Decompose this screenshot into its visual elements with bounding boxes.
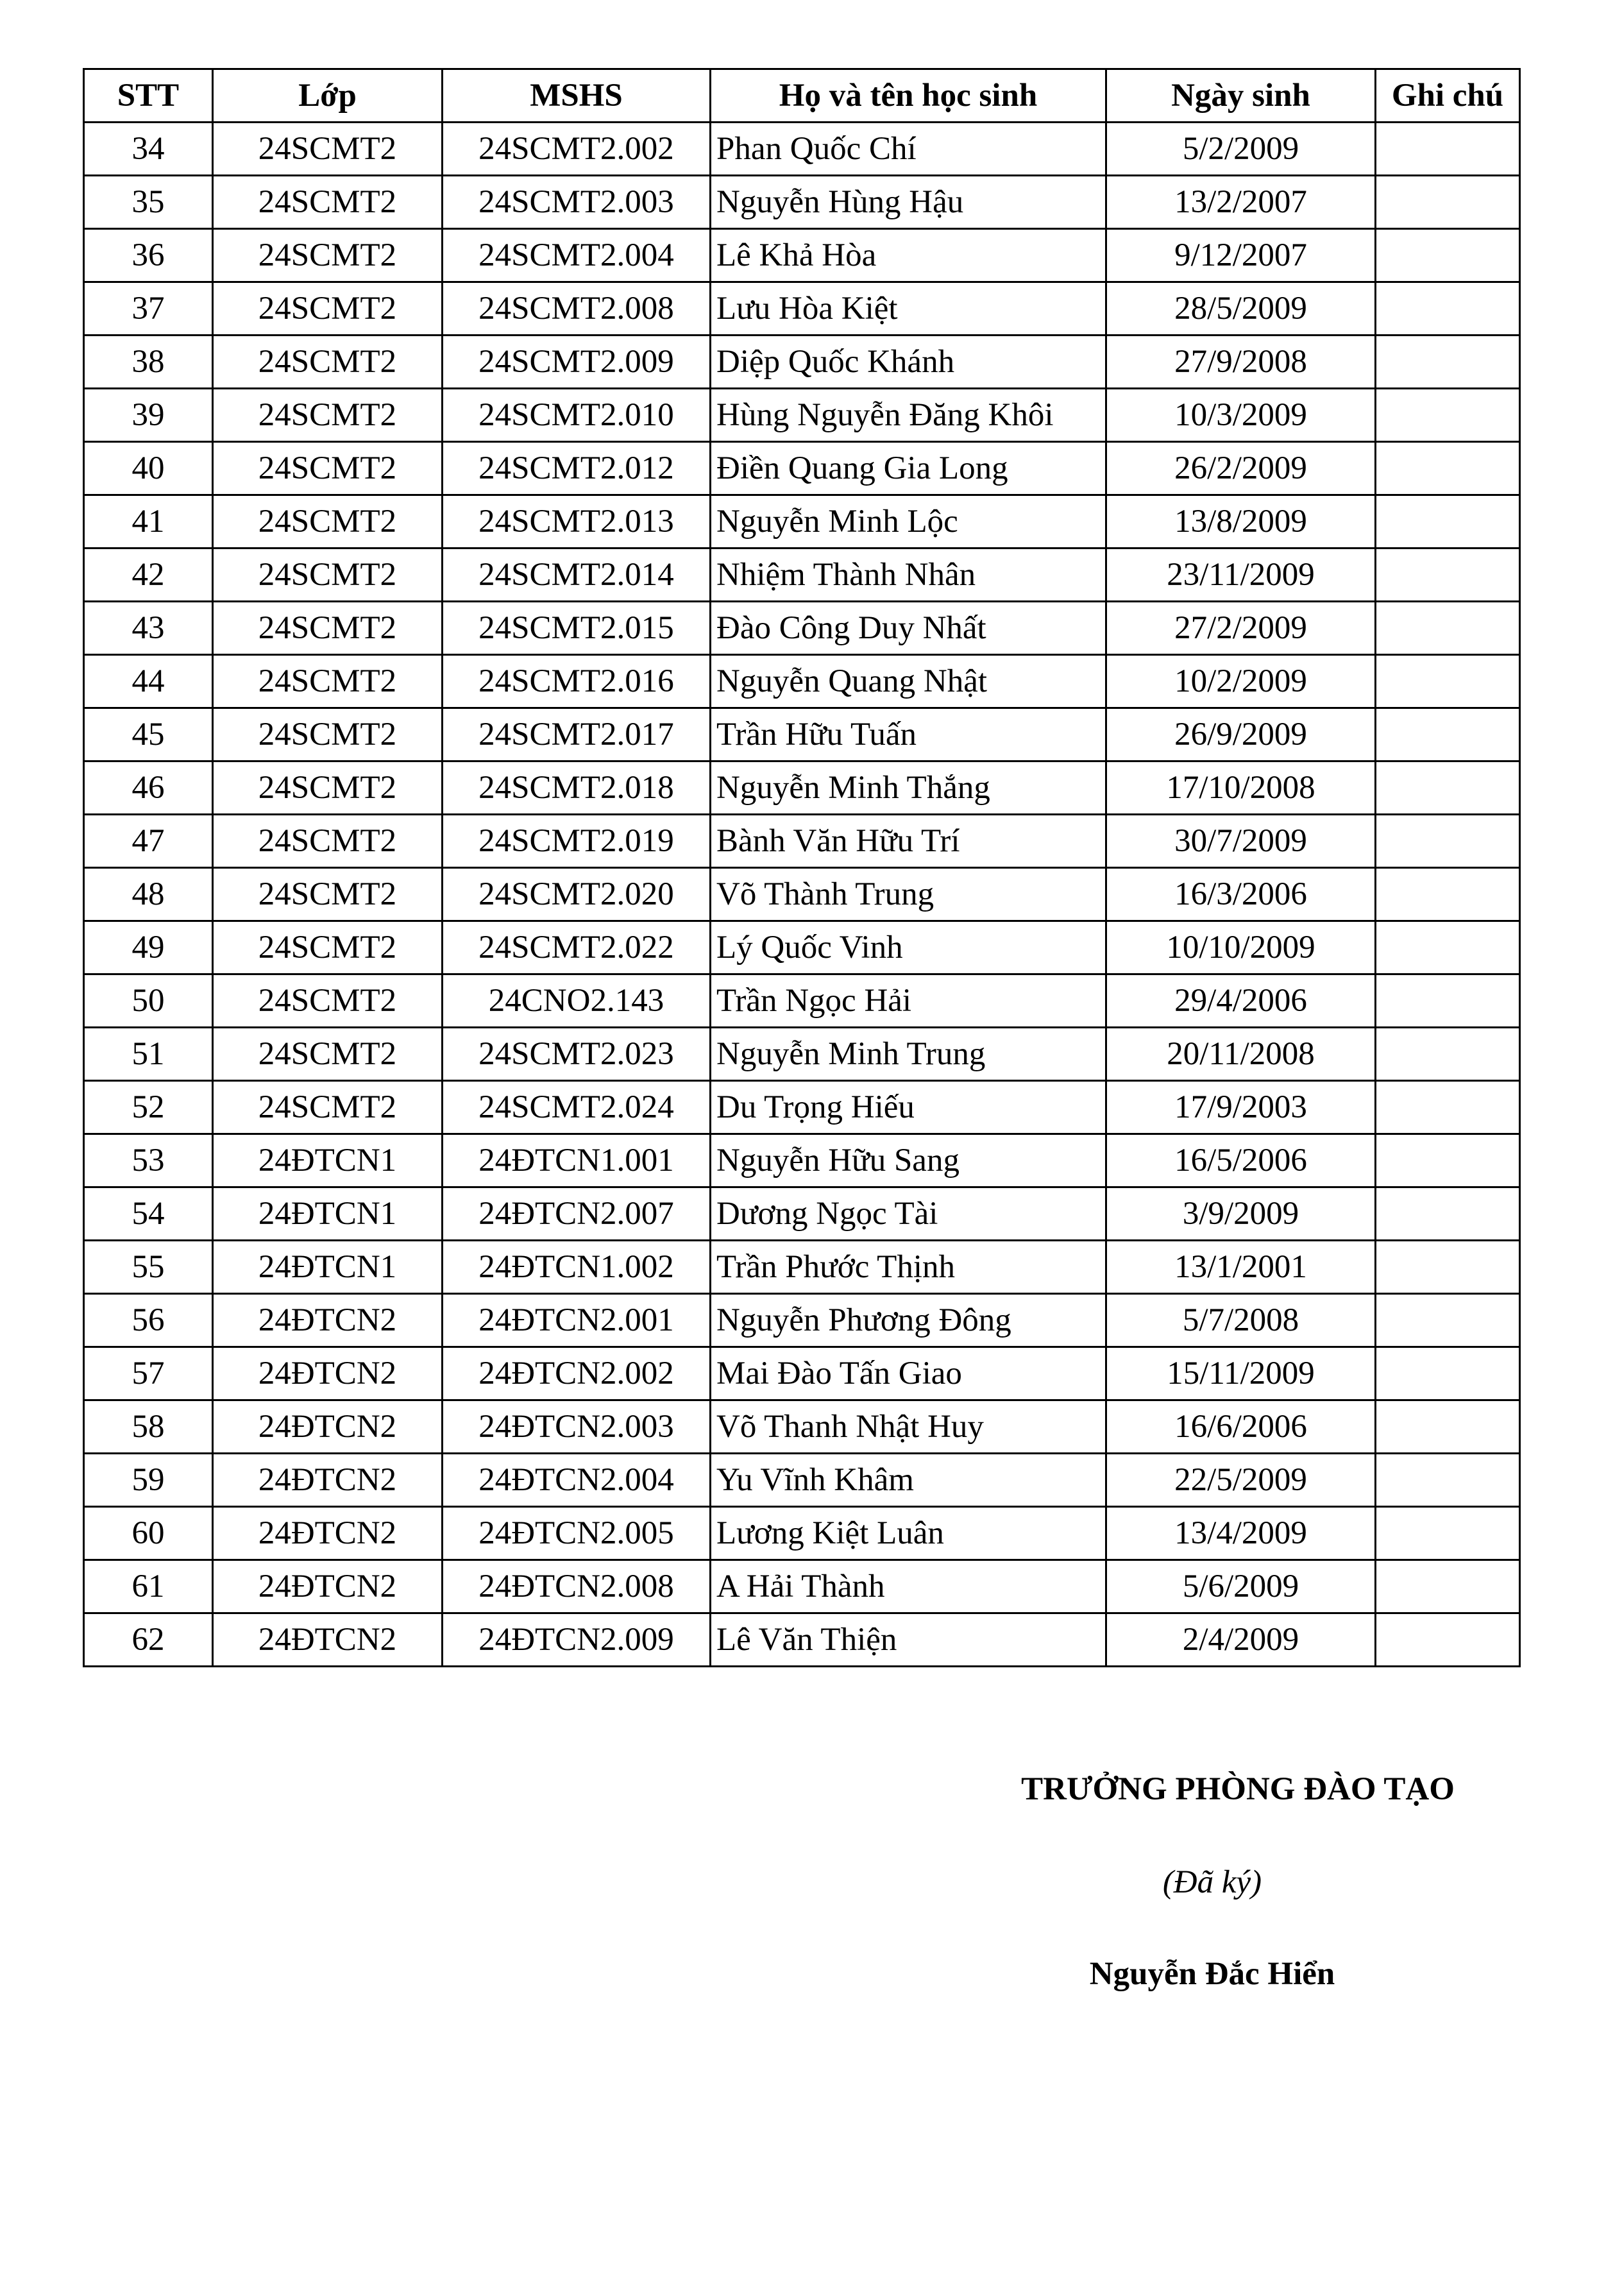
cell-dob: 3/9/2009 (1106, 1187, 1376, 1241)
table-row (84, 282, 1520, 336)
cell-dob: 22/5/2009 (1106, 1454, 1376, 1507)
cell-student-name: Trần Phước Thịnh (711, 1241, 1106, 1294)
cell-mshs: 24SCMT2.012 (443, 442, 711, 495)
cell-dob: 27/2/2009 (1106, 602, 1376, 655)
cell-lop: 24SCMT2 (213, 974, 443, 1028)
cell-stt: 43 (84, 602, 213, 655)
cell-mshs: 24ĐTCN2.002 (443, 1347, 711, 1400)
cell-student-name: Hùng Nguyễn Đăng Khôi (711, 389, 1106, 442)
cell-dob: 13/4/2009 (1106, 1507, 1376, 1560)
cell-dob: 13/8/2009 (1106, 495, 1376, 548)
cell-stt: 49 (84, 921, 213, 974)
cell-stt: 46 (84, 761, 213, 815)
table-row (84, 495, 1520, 548)
cell-student-name: Lê Khả Hòa (711, 229, 1106, 282)
cell-dob: 17/10/2008 (1106, 761, 1376, 815)
cell-note (1376, 761, 1520, 815)
cell-dob: 10/2/2009 (1106, 655, 1376, 708)
cell-dob: 5/6/2009 (1106, 1560, 1376, 1613)
cell-stt: 47 (84, 815, 213, 868)
cell-student-name: Võ Thanh Nhật Huy (711, 1400, 1106, 1454)
cell-lop: 24SCMT2 (213, 602, 443, 655)
cell-student-name: Lê Văn Thiện (711, 1613, 1106, 1667)
table-header (84, 69, 1520, 123)
cell-lop: 24SCMT2 (213, 761, 443, 815)
cell-mshs: 24SCMT2.002 (443, 123, 711, 176)
cell-stt: 61 (84, 1560, 213, 1613)
cell-note (1376, 602, 1520, 655)
cell-student-name: Dương Ngọc Tài (711, 1187, 1106, 1241)
cell-mshs: 24ĐTCN2.005 (443, 1507, 711, 1560)
cell-mshs: 24SCMT2.010 (443, 389, 711, 442)
cell-mshs: 24ĐTCN2.008 (443, 1560, 711, 1613)
cell-note (1376, 1241, 1520, 1294)
table-row (84, 708, 1520, 761)
cell-stt: 42 (84, 548, 213, 602)
cell-dob: 26/2/2009 (1106, 442, 1376, 495)
cell-stt: 55 (84, 1241, 213, 1294)
cell-student-name: A Hải Thành (711, 1560, 1106, 1613)
cell-student-name: Nguyễn Hùng Hậu (711, 176, 1106, 229)
cell-student-name: Lý Quốc Vinh (711, 921, 1106, 974)
cell-stt: 52 (84, 1081, 213, 1134)
cell-dob: 17/9/2003 (1106, 1081, 1376, 1134)
cell-lop: 24ĐTCN2 (213, 1454, 443, 1507)
cell-mshs: 24ĐTCN2.001 (443, 1294, 711, 1347)
cell-lop: 24SCMT2 (213, 1081, 443, 1134)
cell-note (1376, 708, 1520, 761)
cell-stt: 35 (84, 176, 213, 229)
cell-stt: 57 (84, 1347, 213, 1400)
cell-lop: 24ĐTCN2 (213, 1613, 443, 1667)
cell-mshs: 24SCMT2.017 (443, 708, 711, 761)
cell-dob: 16/5/2006 (1106, 1134, 1376, 1187)
cell-note (1376, 1028, 1520, 1081)
cell-mshs: 24ĐTCN1.001 (443, 1134, 711, 1187)
cell-stt: 48 (84, 868, 213, 921)
cell-student-name: Nguyễn Minh Lộc (711, 495, 1106, 548)
cell-note (1376, 1081, 1520, 1134)
cell-mshs: 24SCMT2.004 (443, 229, 711, 282)
cell-stt: 39 (84, 389, 213, 442)
table-row (84, 868, 1520, 921)
cell-note (1376, 921, 1520, 974)
cell-mshs: 24SCMT2.015 (443, 602, 711, 655)
cell-stt: 44 (84, 655, 213, 708)
cell-mshs: 24ĐTCN2.009 (443, 1613, 711, 1667)
cell-note (1376, 229, 1520, 282)
cell-lop: 24SCMT2 (213, 389, 443, 442)
cell-mshs: 24SCMT2.009 (443, 336, 711, 389)
cell-note (1376, 1400, 1520, 1454)
cell-student-name: Điền Quang Gia Long (711, 442, 1106, 495)
header-dob: Ngày sinh (1106, 69, 1376, 123)
cell-note (1376, 336, 1520, 389)
cell-stt: 41 (84, 495, 213, 548)
cell-dob: 15/11/2009 (1106, 1347, 1376, 1400)
table-row (84, 1560, 1520, 1613)
table-row (84, 761, 1520, 815)
cell-lop: 24ĐTCN2 (213, 1294, 443, 1347)
cell-student-name: Nguyễn Phương Đông (711, 1294, 1106, 1347)
cell-dob: 23/11/2009 (1106, 548, 1376, 602)
table-row (84, 548, 1520, 602)
cell-lop: 24SCMT2 (213, 123, 443, 176)
cell-mshs: 24SCMT2.019 (443, 815, 711, 868)
cell-mshs: 24SCMT2.016 (443, 655, 711, 708)
table-row (84, 389, 1520, 442)
cell-student-name: Nguyễn Minh Trung (711, 1028, 1106, 1081)
cell-dob: 9/12/2007 (1106, 229, 1376, 282)
cell-dob: 13/2/2007 (1106, 176, 1376, 229)
cell-student-name: Phan Quốc Chí (711, 123, 1106, 176)
cell-dob: 10/10/2009 (1106, 921, 1376, 974)
table-row (84, 442, 1520, 495)
cell-mshs: 24SCMT2.008 (443, 282, 711, 336)
cell-lop: 24SCMT2 (213, 708, 443, 761)
cell-lop: 24SCMT2 (213, 655, 443, 708)
cell-note (1376, 1560, 1520, 1613)
cell-note (1376, 1347, 1520, 1400)
cell-dob: 10/3/2009 (1106, 389, 1376, 442)
cell-dob: 16/6/2006 (1106, 1400, 1376, 1454)
table-row (84, 1187, 1520, 1241)
cell-student-name: Đào Công Duy Nhất (711, 602, 1106, 655)
cell-lop: 24SCMT2 (213, 495, 443, 548)
cell-lop: 24SCMT2 (213, 176, 443, 229)
cell-dob: 2/4/2009 (1106, 1613, 1376, 1667)
cell-mshs: 24ĐTCN2.004 (443, 1454, 711, 1507)
cell-lop: 24ĐTCN2 (213, 1400, 443, 1454)
table-body (84, 123, 1520, 1667)
cell-student-name: Du Trọng Hiếu (711, 1081, 1106, 1134)
table-row (84, 176, 1520, 229)
cell-mshs: 24SCMT2.014 (443, 548, 711, 602)
cell-note (1376, 868, 1520, 921)
table-row (84, 815, 1520, 868)
table-row (84, 1613, 1520, 1667)
cell-stt: 58 (84, 1400, 213, 1454)
cell-dob: 20/11/2008 (1106, 1028, 1376, 1081)
cell-lop: 24SCMT2 (213, 548, 443, 602)
cell-dob: 27/9/2008 (1106, 336, 1376, 389)
table-row (84, 1294, 1520, 1347)
header-name: Họ và tên học sinh (711, 69, 1106, 123)
cell-note (1376, 1134, 1520, 1187)
cell-student-name: Yu Vĩnh Khâm (711, 1454, 1106, 1507)
cell-note (1376, 1613, 1520, 1667)
table-row (84, 602, 1520, 655)
cell-dob: 13/1/2001 (1106, 1241, 1376, 1294)
cell-stt: 37 (84, 282, 213, 336)
cell-dob: 26/9/2009 (1106, 708, 1376, 761)
table-row (84, 1241, 1520, 1294)
cell-note (1376, 1187, 1520, 1241)
cell-dob: 16/3/2006 (1106, 868, 1376, 921)
table-row (84, 1454, 1520, 1507)
cell-mshs: 24SCMT2.003 (443, 176, 711, 229)
cell-mshs: 24SCMT2.024 (443, 1081, 711, 1134)
cell-student-name: Nguyễn Minh Thắng (711, 761, 1106, 815)
cell-student-name: Bành Văn Hữu Trí (711, 815, 1106, 868)
cell-note (1376, 815, 1520, 868)
cell-stt: 45 (84, 708, 213, 761)
cell-stt: 36 (84, 229, 213, 282)
cell-lop: 24ĐTCN1 (213, 1241, 443, 1294)
cell-student-name: Trần Hữu Tuấn (711, 708, 1106, 761)
cell-student-name: Nhiệm Thành Nhân (711, 548, 1106, 602)
cell-dob: 30/7/2009 (1106, 815, 1376, 868)
cell-mshs: 24SCMT2.018 (443, 761, 711, 815)
cell-dob: 5/2/2009 (1106, 123, 1376, 176)
cell-stt: 40 (84, 442, 213, 495)
signer-name: Nguyễn Đắc Hiển (1089, 1956, 1335, 1992)
cell-stt: 51 (84, 1028, 213, 1081)
cell-lop: 24SCMT2 (213, 442, 443, 495)
cell-stt: 59 (84, 1454, 213, 1507)
cell-student-name: Diệp Quốc Khánh (711, 336, 1106, 389)
table-row (84, 1507, 1520, 1560)
cell-student-name: Lương Kiệt Luân (711, 1507, 1106, 1560)
cell-student-name: Nguyễn Hữu Sang (711, 1134, 1106, 1187)
cell-lop: 24ĐTCN1 (213, 1134, 443, 1187)
cell-stt: 54 (84, 1187, 213, 1241)
cell-stt: 34 (84, 123, 213, 176)
cell-lop: 24SCMT2 (213, 282, 443, 336)
cell-mshs: 24SCMT2.013 (443, 495, 711, 548)
cell-lop: 24SCMT2 (213, 868, 443, 921)
cell-note (1376, 1454, 1520, 1507)
student-table (83, 68, 1521, 1667)
cell-stt: 50 (84, 974, 213, 1028)
cell-lop: 24SCMT2 (213, 336, 443, 389)
cell-student-name: Võ Thành Trung (711, 868, 1106, 921)
cell-note (1376, 548, 1520, 602)
cell-mshs: 24ĐTCN1.002 (443, 1241, 711, 1294)
table-row (84, 1028, 1520, 1081)
cell-note (1376, 123, 1520, 176)
table-row (84, 336, 1520, 389)
cell-student-name: Nguyễn Quang Nhật (711, 655, 1106, 708)
table-row (84, 123, 1520, 176)
cell-lop: 24SCMT2 (213, 1028, 443, 1081)
header-lop: Lớp (213, 69, 443, 123)
cell-mshs: 24SCMT2.020 (443, 868, 711, 921)
cell-dob: 29/4/2006 (1106, 974, 1376, 1028)
cell-lop: 24SCMT2 (213, 815, 443, 868)
cell-dob: 5/7/2008 (1106, 1294, 1376, 1347)
cell-note (1376, 1507, 1520, 1560)
cell-student-name: Trần Ngọc Hải (711, 974, 1106, 1028)
cell-mshs: 24CNO2.143 (443, 974, 711, 1028)
table-row (84, 1081, 1520, 1134)
table-row (84, 921, 1520, 974)
cell-note (1376, 655, 1520, 708)
header-mshs: MSHS (443, 69, 711, 123)
table-row (84, 655, 1520, 708)
header-stt: STT (84, 69, 213, 123)
cell-stt: 60 (84, 1507, 213, 1560)
cell-lop: 24SCMT2 (213, 921, 443, 974)
cell-lop: 24ĐTCN2 (213, 1347, 443, 1400)
cell-mshs: 24ĐTCN2.007 (443, 1187, 711, 1241)
cell-stt: 53 (84, 1134, 213, 1187)
cell-lop: 24ĐTCN1 (213, 1187, 443, 1241)
cell-note (1376, 176, 1520, 229)
cell-mshs: 24SCMT2.022 (443, 921, 711, 974)
cell-lop: 24SCMT2 (213, 229, 443, 282)
signature-title: TRƯỞNG PHÒNG ĐÀO TẠO (1021, 1771, 1455, 1807)
table-row (84, 229, 1520, 282)
signature-note: (Đã ký) (1162, 1864, 1262, 1900)
table-row (84, 1347, 1520, 1400)
cell-note (1376, 389, 1520, 442)
table-row (84, 1400, 1520, 1454)
cell-student-name: Lưu Hòa Kiệt (711, 282, 1106, 336)
cell-dob: 28/5/2009 (1106, 282, 1376, 336)
table-row (84, 1134, 1520, 1187)
cell-lop: 24ĐTCN2 (213, 1560, 443, 1613)
cell-lop: 24ĐTCN2 (213, 1507, 443, 1560)
cell-mshs: 24ĐTCN2.003 (443, 1400, 711, 1454)
cell-stt: 62 (84, 1613, 213, 1667)
cell-mshs: 24SCMT2.023 (443, 1028, 711, 1081)
cell-note (1376, 1294, 1520, 1347)
header-row (84, 69, 1520, 123)
table-row (84, 974, 1520, 1028)
cell-stt: 38 (84, 336, 213, 389)
cell-student-name: Mai Đào Tấn Giao (711, 1347, 1106, 1400)
cell-stt: 56 (84, 1294, 213, 1347)
header-note: Ghi chú (1376, 69, 1520, 123)
cell-note (1376, 495, 1520, 548)
cell-note (1376, 442, 1520, 495)
cell-note (1376, 974, 1520, 1028)
cell-note (1376, 282, 1520, 336)
